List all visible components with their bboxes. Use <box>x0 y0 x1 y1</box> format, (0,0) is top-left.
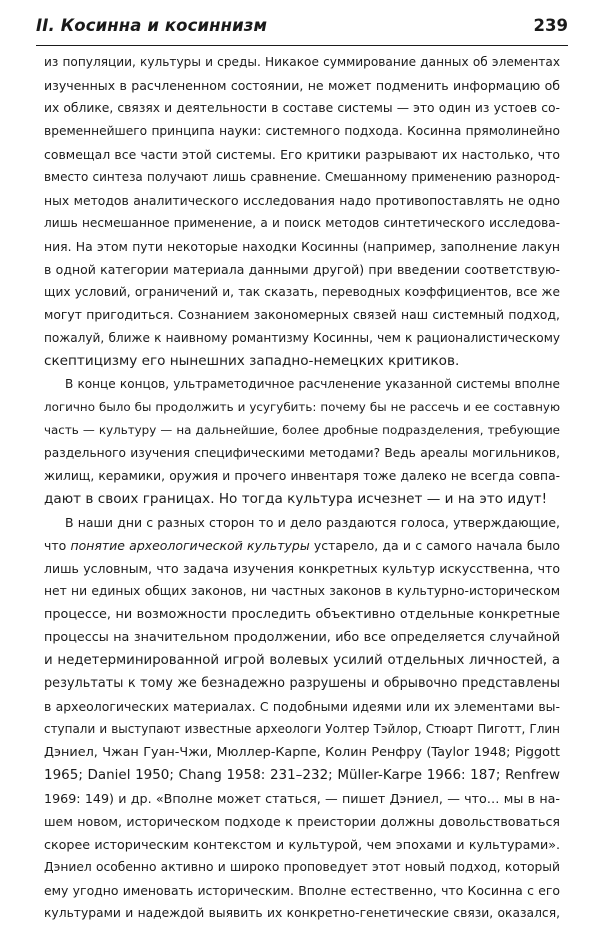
paragraph <box>44 511 560 925</box>
text-line: изученных в расчлененном состоянии, не может подменить информацию об <box>44 78 560 93</box>
text-line: щих условий, ограничений и, так сказать, переводных коэффициентов, все же <box>44 285 560 299</box>
text-fragment: что <box>44 538 71 553</box>
text-line: Дэниел, Чжан Гуан-Чжи, Мюллер-Карпе, Колин Ренфру (Taylor 1948; Piggott <box>44 745 560 760</box>
text-line: скорее историческим контекстом и культурой, чем эпохами и культурами». <box>44 837 560 852</box>
text-line: Дэниел особенно активно и широко проповедует этот новый подход, который <box>44 860 560 874</box>
text-line: 1969: 149) и др. «Вполне может статься, — пишет Дэниел, — что… мы в на- <box>44 791 560 806</box>
paragraph <box>44 373 560 511</box>
text-line: скептицизму его нынешних западно-немецких критиков. <box>44 353 460 369</box>
text-line: процессы на значительном продолжении, ибо все определяется случайной <box>44 630 560 645</box>
text-line: вместо синтеза получают лишь сравнение. Смешанному применению разнород- <box>44 170 560 184</box>
text-line: жилищ, керамики, оружия и прочего инвентаря тоже далеко не всегда совпа- <box>44 469 560 483</box>
text-line: В наши дни с разных сторон то и дело раздаются голоса, утверждающие, <box>65 515 560 530</box>
text-line: нет ни единых общих законов, ни частных законов в культурно-историческом <box>44 584 560 598</box>
text-line: из популяции, культуры и среды. Никакое суммирование данных об элементах <box>44 55 560 69</box>
text-line: могут пригодиться. Сознанием закономерных связей наш системный подход, <box>44 308 560 322</box>
text-line: ных методов аналитического исследования надо противопоставлять не одно <box>44 193 560 208</box>
text-line: совмещал все части этой системы. Его критики разрывают их настолько, что <box>44 147 560 162</box>
header-rule <box>36 45 568 46</box>
running-head: II. Косинна и косиннизм <box>36 16 268 35</box>
body-text <box>44 51 560 925</box>
text-line-with-emphasis <box>44 534 560 557</box>
text-line: в археологических материалах. С подобными идеями или их элементами вы- <box>44 699 560 714</box>
text-line: пожалуй, ближе к наивному романтизму Косинны, чем к рационалистическому <box>44 331 560 345</box>
text-line: 1965; Daniel 1950; Chang 1958: 231–232; Müller-Karpe 1966: 187; Renfrew <box>44 767 560 783</box>
paragraph <box>44 51 560 373</box>
text-line: раздельного изучения специфическими методами? Ведь ареалы могильников, <box>44 446 560 460</box>
text-line: процессе, ни возможности проследить объективно отдельные конкретные <box>44 607 560 622</box>
text-line: ему угодно именовать историческим. Вполне естественно, что Косинна с его <box>44 883 560 898</box>
text-line: временнейшего принципа науки: системного подхода. Косинна прямолинейно <box>44 124 560 138</box>
page-header <box>36 10 568 50</box>
emphasized-term: понятие археологической культуры <box>70 538 310 553</box>
text-line: ния. На этом пути некоторые находки Косинны (например, заполнение лакун <box>44 239 560 254</box>
text-line: шем новом, историческом подходе к преистории должны довольствоваться <box>44 814 560 829</box>
text-line: дают в своих границах. Но тогда культура исчезнет — и на это идут! <box>44 491 548 507</box>
text-line: часть — культуру — на дальнейшие, более дробные подразделения, требующие <box>44 423 560 437</box>
text-line: логично было бы продолжить и усугубить: почему бы не рассечь и ее составную <box>44 400 560 414</box>
text-line: В конце концов, ультраметодичное расчленение указанной системы вполне <box>65 377 560 391</box>
text-line: ступали и выступают известные археологи Уолтер Тэйлор, Стюарт Пиготт, Глин <box>44 722 560 736</box>
text-fragment: устарело, да и с самого начала было <box>309 538 560 553</box>
text-line: культурами и надеждой выявить их конкретно-генетические связи, оказался, <box>44 906 560 920</box>
text-line: лишь условным, что задача изучения конкретных культур искусственна, что <box>44 561 560 576</box>
text-line: и недетерминированной игрой волевых усилий отдельных личностей, а <box>44 653 560 668</box>
text-line: результаты к тому же безнадежно разрушены и обрывочно представлены <box>44 676 560 691</box>
page-number: 239 <box>533 16 568 35</box>
text-line: лишь несмешанное применение, а и поиск методов синтетического исследова- <box>44 216 560 230</box>
text-line: в одной категории материала данными другой) при введении соответствую- <box>44 262 560 277</box>
text-line: их облике, связях и деятельности в составе системы — это один из устоев со- <box>44 101 560 115</box>
